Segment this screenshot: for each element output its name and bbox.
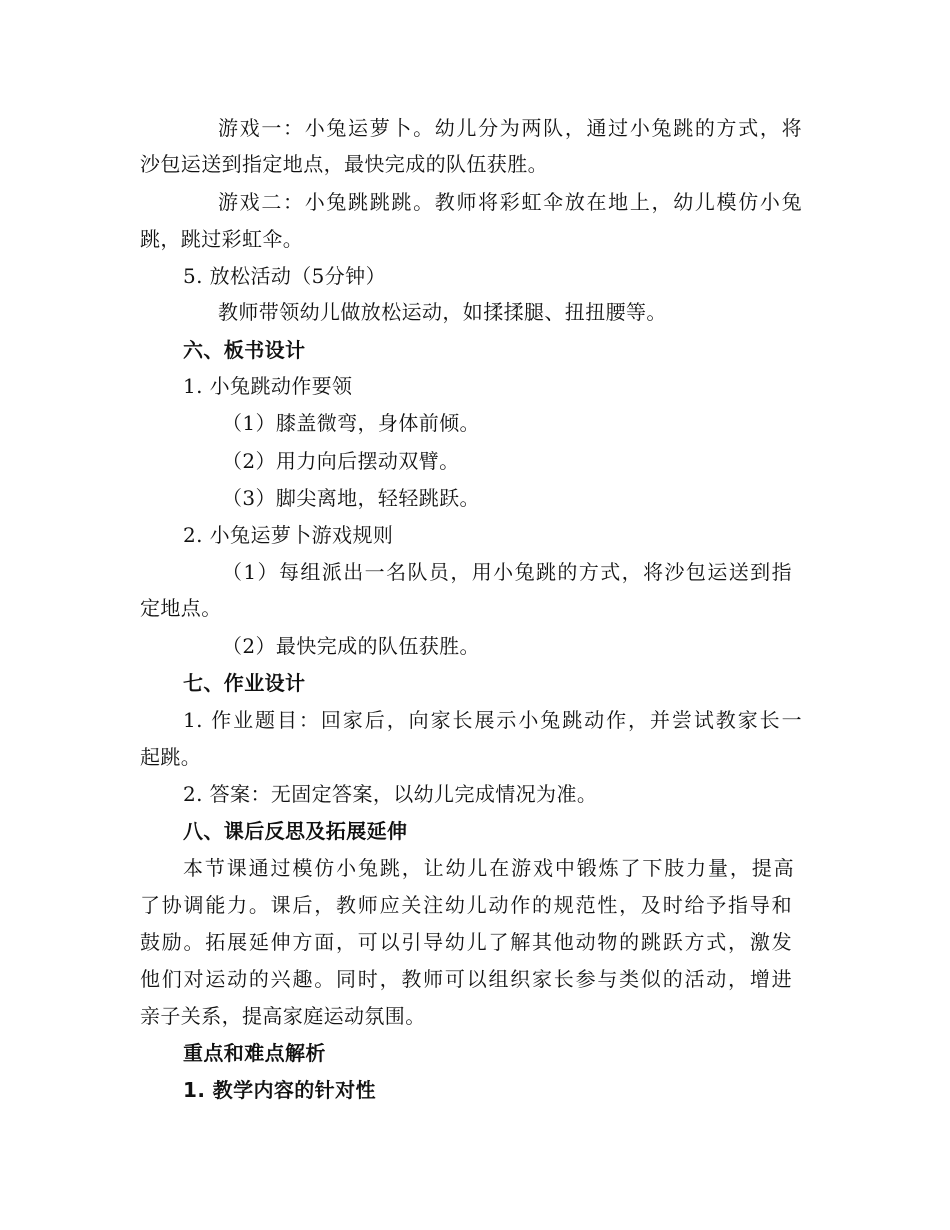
board-subitem-2-1-line-1: （1）每组派出一名队员，用小兔跳的方式，将沙包运送到指 — [222, 560, 792, 584]
reflection-line-2: 了协调能力。课后，教师应关注幼儿动作的规范性，及时给予指导和 — [140, 893, 792, 917]
board-subitem-1-2: （2）用力向后摆动双臂。 — [222, 449, 460, 473]
reflection-line-5: 亲子关系，提高家庭运动氛围。 — [140, 1004, 426, 1028]
board-subitem-2-2: （2）最快完成的队伍获胜。 — [222, 634, 480, 658]
relax-activity-heading: 5. 放松活动（5分钟） — [183, 264, 386, 288]
relax-activity-text: 教师带领幼儿做放松运动，如揉揉腿、扭扭腰等。 — [218, 300, 667, 324]
key-points-heading: 重点和难点解析 — [183, 1041, 326, 1065]
board-item-1: 1. 小兔跳动作要领 — [183, 374, 353, 398]
section-heading-six: 六、板书设计 — [183, 338, 306, 362]
game-two-line-1: 游戏二：小兔跳跳跳。教师将彩虹伞放在地上，幼儿模仿小兔 — [218, 190, 802, 214]
section-heading-seven: 七、作业设计 — [183, 671, 306, 695]
homework-line-1: 1. 作业题目：回家后，向家长展示小兔跳动作，并尝试教家长一 — [183, 708, 802, 732]
board-subitem-2-1-line-2: 定地点。 — [140, 596, 222, 620]
board-subitem-1-3: （3）脚尖离地，轻轻跳跃。 — [222, 486, 480, 510]
key-point-1-heading: 1. 教学内容的针对性 — [183, 1078, 376, 1102]
reflection-line-1: 本节课通过模仿小兔跳，让幼儿在游戏中锻炼了下肢力量，提高 — [183, 856, 794, 880]
homework-answer: 2. 答案：无固定答案，以幼儿完成情况为准。 — [183, 782, 598, 806]
section-heading-eight: 八、课后反思及拓展延伸 — [183, 819, 408, 843]
board-subitem-1-1: （1）膝盖微弯，身体前倾。 — [222, 411, 480, 435]
reflection-line-3: 鼓励。拓展延伸方面，可以引导幼儿了解其他动物的跳跃方式，激发 — [140, 930, 792, 954]
board-item-2: 2. 小兔运萝卜游戏规则 — [183, 523, 394, 547]
game-one-line-2: 沙包运送到指定地点，最快完成的队伍获胜。 — [140, 152, 548, 176]
game-two-line-2: 跳，跳过彩虹伞。 — [140, 227, 304, 251]
game-one-line-1: 游戏一：小兔运萝卜。幼儿分为两队，通过小兔跳的方式，将 — [218, 116, 802, 140]
homework-line-2: 起跳。 — [140, 745, 202, 769]
reflection-line-4: 他们对运动的兴趣。同时，教师可以组织家长参与类似的活动，增进 — [140, 967, 792, 991]
